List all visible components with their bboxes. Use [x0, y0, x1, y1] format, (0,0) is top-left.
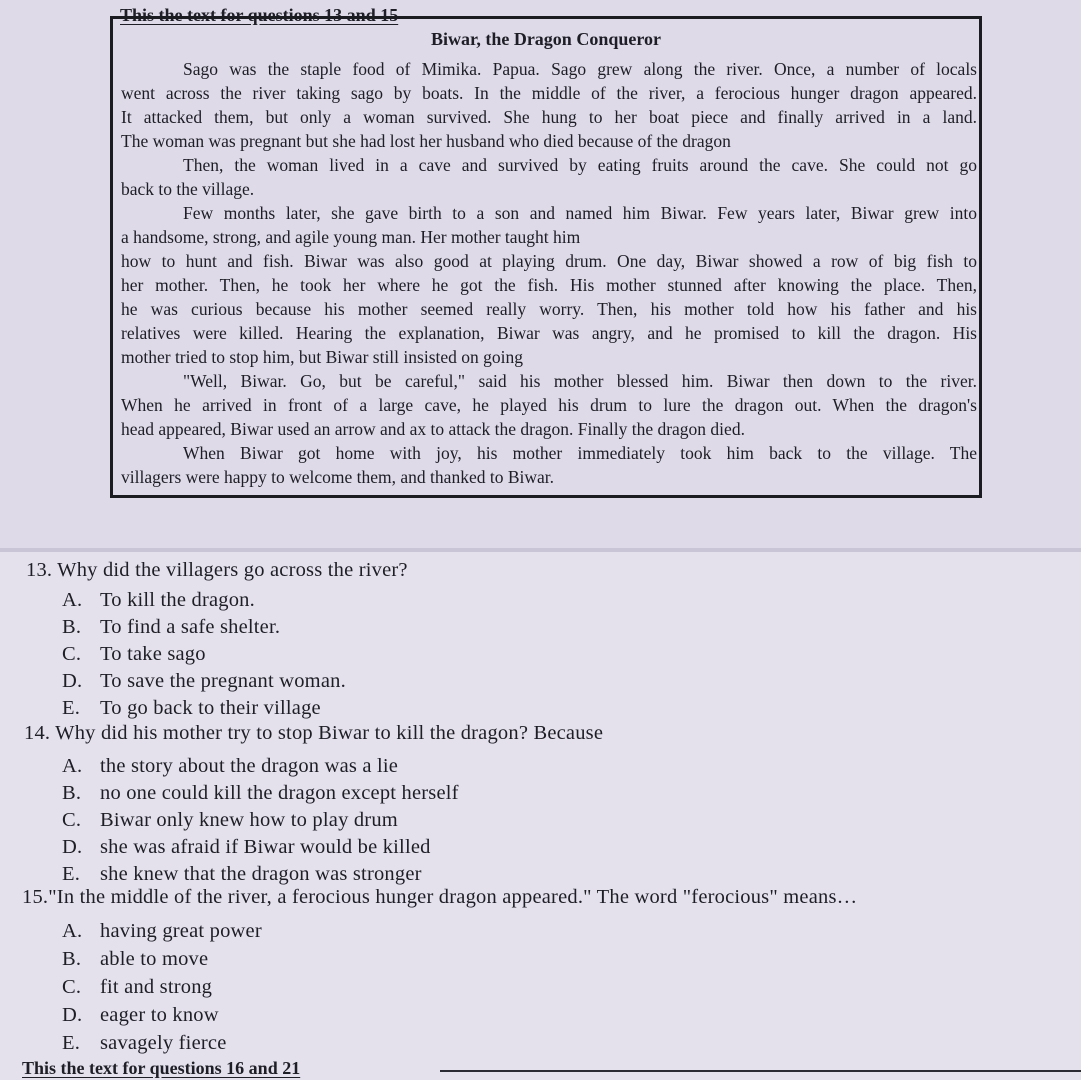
passage-line: Few months later, she gave birth to a son and named him Biwar. Few years later, Biwar grew into — [183, 203, 977, 223]
q13-option-b[interactable] — [62, 616, 280, 639]
passage-line: relatives were killed. Hearing the explanation, Biwar was angry, and he promised to kill the dragon. His — [121, 323, 977, 343]
option-letter: E. — [62, 863, 81, 885]
option-letter: B. — [62, 616, 82, 638]
q15-option-b[interactable] — [62, 948, 208, 971]
q13-option-d[interactable] — [62, 670, 346, 693]
option-letter: C. — [62, 809, 82, 831]
question-14: 14. Why did his mother try to stop Biwar to kill the dragon? Because — [24, 722, 604, 744]
q13-option-c[interactable] — [62, 643, 206, 666]
option-text: To take sago — [100, 643, 206, 665]
passage-line: "Well, Biwar. Go, but be careful," said his mother blessed him. Biwar then down to the river. — [183, 371, 977, 391]
passage-line: went across the river taking sago by boats. In the middle of the river, a ferocious hunger dragon appeared. — [121, 83, 977, 103]
question-15: 15."In the middle of the river, a ferocious hunger dragon appeared." The word "ferocious" means… — [22, 886, 858, 908]
option-text: fit and strong — [100, 976, 213, 998]
q13-option-a[interactable] — [62, 589, 255, 612]
next-passage-box-edge — [440, 1070, 1081, 1072]
q14-option-e[interactable] — [62, 863, 422, 886]
option-letter: B. — [62, 782, 82, 804]
passage-line: head appeared, Biwar used an arrow and ax to attack the dragon. Finally the dragon died. — [121, 419, 745, 439]
passage-line: a handsome, strong, and agile young man. Her mother taught him — [121, 227, 581, 247]
q13-option-e[interactable] — [62, 697, 321, 720]
q15-option-a[interactable] — [62, 920, 262, 943]
option-letter: C. — [62, 643, 82, 665]
option-text: she was afraid if Biwar would be killed — [100, 836, 431, 858]
option-letter: A. — [62, 920, 83, 942]
passage-line: It attacked them, but only a woman survived. She hung to her boat piece and finally arrived in a land. — [121, 107, 977, 127]
q14-option-d[interactable] — [62, 836, 431, 859]
passage-title: Biwar, the Dragon Conqueror — [430, 29, 661, 49]
passage-line: how to hunt and fish. Biwar was also good at playing drum. One day, Biwar showed a row of big fish to — [121, 251, 977, 271]
option-text: To save the pregnant woman. — [100, 670, 346, 692]
passage-line: her mother. Then, he took her where he got the fish. His mother stunned after knowing the place. Then, — [121, 275, 977, 295]
option-letter: B. — [62, 948, 82, 970]
passage-line: Then, the woman lived in a cave and survived by eating fruits around the cave. She could not go — [183, 155, 977, 175]
passage-line: villagers were happy to welcome them, and thanked to Biwar. — [121, 467, 554, 487]
q15-option-d[interactable] — [62, 1004, 219, 1027]
passage-line: he was curious because his mother seemed really worry. Then, his mother told how his father and his — [121, 299, 977, 319]
option-letter: E. — [62, 1032, 81, 1054]
option-text: To go back to their village — [100, 697, 321, 719]
passage-line: The woman was pregnant but she had lost her husband who died because of the dragon — [121, 131, 731, 151]
q14-option-a[interactable] — [62, 755, 398, 778]
q14-option-b[interactable] — [62, 782, 459, 805]
q14-option-c[interactable] — [62, 809, 398, 832]
option-text: savagely fierce — [100, 1032, 227, 1054]
section-heading: This the text for questions 13 and 15 — [120, 5, 399, 25]
passage-box — [110, 16, 982, 498]
option-text: no one could kill the dragon except herself — [100, 782, 459, 804]
q15-option-c[interactable] — [62, 976, 212, 999]
passage-line: When he arrived in front of a large cave, he played his drum to lure the dragon out. When the dragon's — [121, 395, 977, 415]
option-letter: C. — [62, 976, 82, 998]
passage-line: mother tried to stop him, but Biwar still insisted on going — [121, 347, 523, 367]
option-letter: A. — [62, 589, 83, 611]
option-letter: D. — [62, 670, 83, 692]
next-section-heading: This the text for questions 16 and 21 — [22, 1058, 301, 1078]
q15-option-e[interactable] — [62, 1032, 227, 1055]
option-letter: E. — [62, 697, 81, 719]
option-letter: D. — [62, 836, 83, 858]
option-text: having great power — [100, 920, 262, 942]
question-13: 13. Why did the villagers go across the river? — [26, 559, 408, 581]
option-text: she knew that the dragon was stronger — [100, 863, 422, 885]
option-letter: D. — [62, 1004, 83, 1026]
passage-line: back to the village. — [121, 179, 255, 199]
option-text: able to move — [100, 948, 209, 970]
passage-line: When Biwar got home with joy, his mother immediately took him back to the village. The — [183, 443, 977, 463]
passage-line: Sago was the staple food of Mimika. Papua. Sago grew along the river. Once, a number of locals — [183, 59, 977, 79]
option-letter: A. — [62, 755, 83, 777]
option-text: To kill the dragon. — [100, 589, 255, 611]
option-text: To find a safe shelter. — [100, 616, 281, 638]
option-text: Biwar only knew how to play drum — [100, 809, 398, 831]
option-text: the story about the dragon was a lie — [100, 755, 399, 777]
option-text: eager to know — [100, 1004, 219, 1026]
